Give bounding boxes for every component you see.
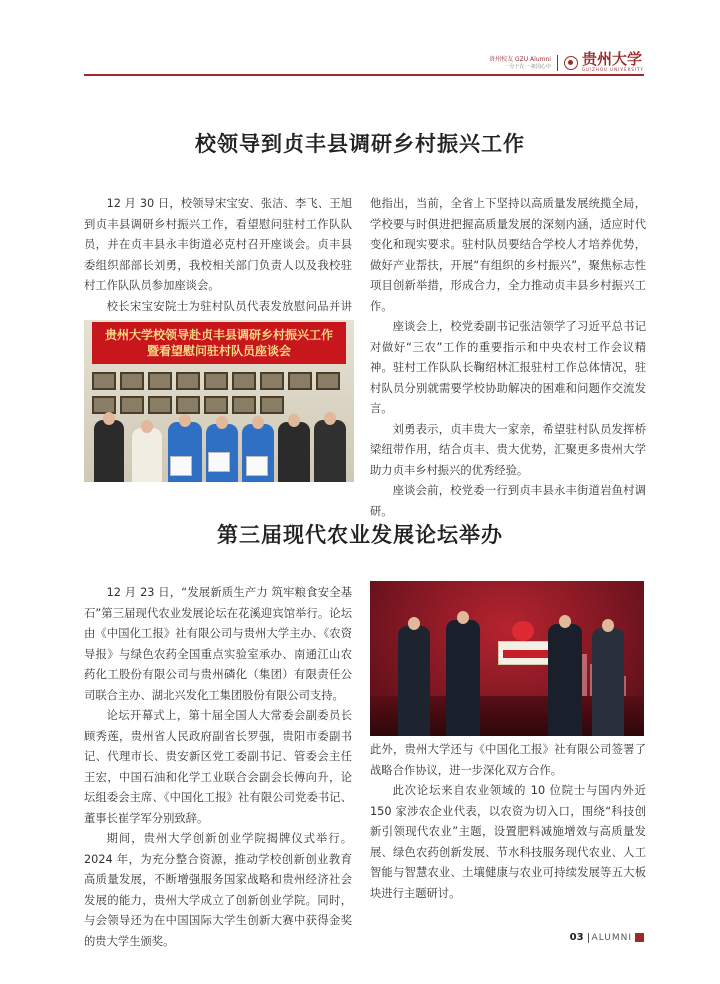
footer-divider [588, 933, 589, 943]
article1-paragraph: 12 月 30 日，校领导宋宝安、张洁、李飞、王旭到贞丰县调研乡村振兴工作，看望慰问驻村工作队队员，并在贞丰县永丰街道必克村召开座谈会。贞丰县委组织部部长刘勇，我校相关部门负责人以及我校驻村工作队队员参加座谈会。 [84, 197, 352, 292]
article2-right-column [370, 740, 646, 904]
article1-paragraph: 座谈会上，校党委副书记张洁领学了习近平总书记对做好“三农”工作的重要指示和中央农村工作会议精神。驻村工作队队长鞠绍林汇报驻村工作总体情况，驻村队员分别就需要学校协助解决的困难和问题作交流发言。 [370, 320, 646, 415]
person-head [216, 416, 228, 429]
article1-right-column [370, 194, 646, 522]
person-figure [398, 626, 430, 736]
photo-banner-line2: 暨看望慰问驻村队员座谈会 [146, 344, 291, 358]
article2-paragraph: 此次论坛来自农业领域的 10 位院士与国内外近 150 家涉农企业代表，以农资为切入口，围绕“科技创新引领现代农业”主题，设置肥料减施增效与高质量发展、绿色农药创新发展、节水科技服务现代农业、人工智能与智慧农业、土壤健康与农业可持续发展等五大板块进行主题研讨。 [370, 784, 646, 900]
unveiling-plaque [498, 641, 552, 665]
university-logo [558, 52, 644, 73]
person-figure [132, 428, 162, 482]
photo-banner-line1: 贵州大学校领导赴贞丰县调研乡村振兴工作 [104, 328, 333, 342]
article1-title: 校领导到贞丰县调研乡村振兴工作 [195, 131, 525, 156]
article2-paragraph: 期间，贵州大学创新创业学院揭牌仪式举行。2024 年，为充分整合资源，推动学校创新创业教育高质量发展，不断增强服务国家战略和贵州经济社会发展的能力，贵州大学成立了创新创业学院。同时，与会领导还为在中国国际大学生创新大赛中获得金奖的贵大学生颁奖。 [84, 832, 352, 948]
person-head [288, 414, 300, 427]
person-figure [94, 420, 124, 482]
article2-title: 第三届现代农业发展论坛举办 [217, 522, 503, 547]
person-head [324, 412, 336, 425]
person-head [141, 420, 153, 433]
article2-photo [370, 581, 644, 736]
gift-bag [208, 452, 230, 472]
university-seal-icon [564, 56, 578, 70]
article1-paragraph: 他指出，当前，全省上下坚持以高质量发展统揽全局，学校要与时俱进把握高质量发展的深刻内涵，适应时代变化和现实要求。驻村队员要结合学校人才培养优势，做好产业帮扶，开展“有组织的乡村振兴”，聚焦标志性项目创新举措，形成合力，全力推动贞丰县乡村振兴工作。 [370, 197, 646, 313]
person-figure [548, 624, 582, 736]
page-number: 03 [569, 932, 584, 943]
page-header [0, 0, 720, 80]
photo-banner [92, 322, 346, 364]
person-head [602, 619, 614, 632]
article1-paragraph: 刘勇表示，贞丰贵大一家亲，希望驻村队员发挥桥梁纽带作用，结合贞丰、贵大优势，汇聚更多贵州大学助力贞丰乡村振兴的优秀经验。 [370, 422, 646, 477]
person-head [252, 416, 264, 429]
article1-paragraph: 校长宋宝安院士为驻村队员代表发放慰问品并讲 [106, 299, 352, 313]
university-name: 贵州大学 [581, 50, 642, 68]
header-divider [84, 74, 644, 76]
person-head [457, 611, 469, 624]
person-head [103, 412, 115, 425]
alumni-brand-title: 贵州校友 GZU Alumni [489, 55, 551, 63]
gift-bag [246, 456, 268, 476]
person-figure [314, 420, 346, 482]
footer-square-icon [635, 933, 644, 942]
person-head [408, 617, 420, 630]
gift-bag [170, 456, 192, 476]
person-head [559, 615, 571, 628]
article1-paragraph: 座谈会前，校党委一行到贞丰县永丰街道岩鱼村调研。 [370, 484, 646, 518]
article2-paragraph: 此外，贵州大学还与《中国化工报》社有限公司签署了战略合作协议，进一步深化双方合作。 [370, 743, 646, 777]
article1-photo [84, 320, 354, 482]
university-name-en: GUIZHOU UNIVERSITY [581, 67, 644, 72]
red-ribbon-ornament [512, 621, 534, 641]
article2-paragraph: 12 月 23 日，“发展新质生产力 筑牢粮食安全基石”第三届现代农业发展论坛在花溪迎宾馆举行。论坛由《中国化工报》社有限公司与贵州大学主办、《农资导报》与绿色农药全国重点实验室承办、南通江山农药化工股份有限公司与贵州磷化（集团）有限责任公司联合主办、湖北兴发化工集团股份有限公司支持。 [84, 586, 352, 702]
person-head [179, 414, 191, 427]
person-figure [446, 620, 480, 736]
article1-left-column [84, 194, 352, 338]
page-footer [570, 932, 644, 943]
alumni-brand-slogan: 一分干在一·祖国心中 [504, 63, 551, 70]
footer-label: ALUMNI [591, 932, 632, 943]
person-figure [278, 422, 310, 482]
photo-wall-frames [92, 372, 346, 416]
alumni-brand [489, 55, 558, 71]
article2-left-column [84, 583, 352, 952]
brand-block [489, 52, 644, 73]
article2-paragraph: 论坛开幕式上，第十届全国人大常委会副委员长顾秀莲，贵州省人民政府副省长罗强，贵阳市委副书记、代理市长、贵安新区党工委副书记、管委会主任王宏，中国石油和化学工业联合会副会长傅向升，论坛组委会主席、《中国化工报》社有限公司党委书记、董事长崔学军分别致辞。 [84, 709, 352, 825]
person-figure [592, 628, 624, 736]
